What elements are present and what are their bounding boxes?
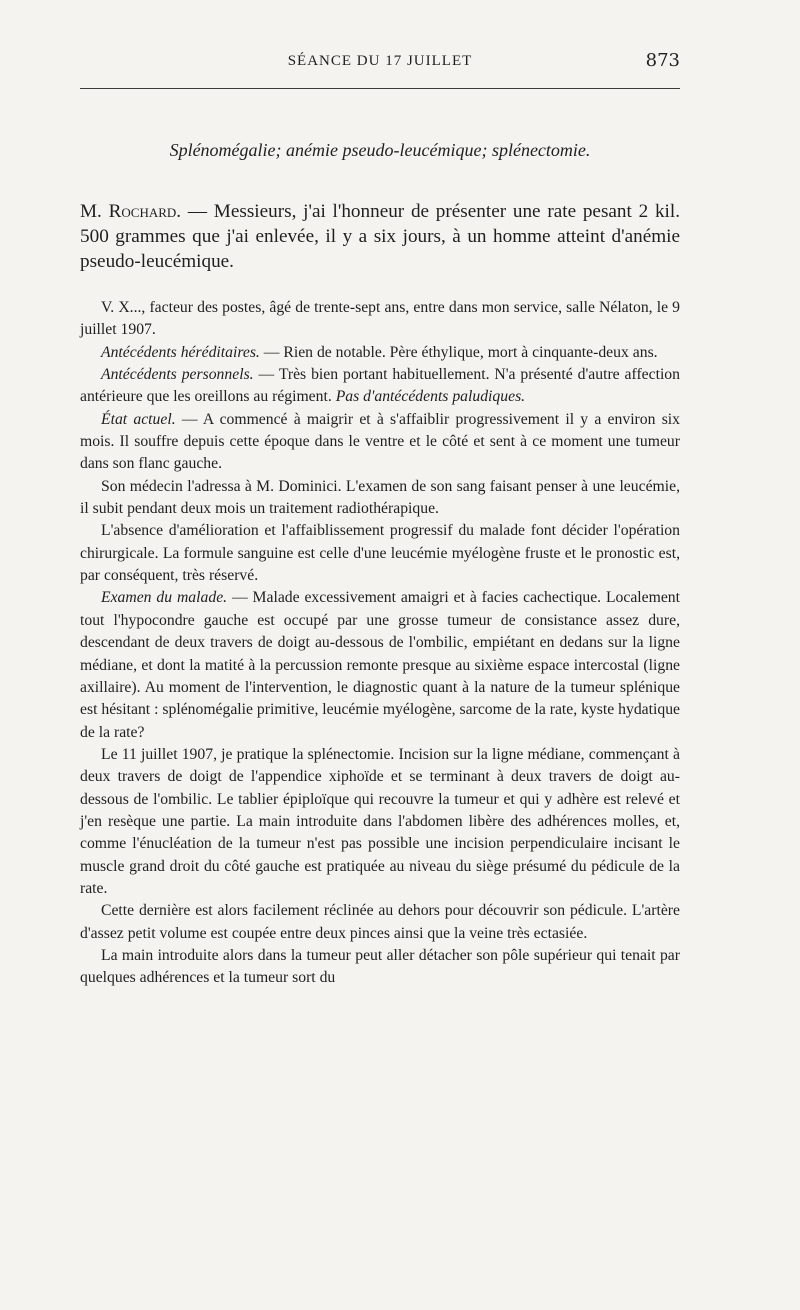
speaker-name: M. Rochard.: [80, 201, 182, 222]
paragraph-text: — A commencé à maigrir et à s'affaiblir progressivement il y a environ six mois. Il souffre depuis cette époque dans le ventre et le côté et sent à ce moment une tumeur dans son flanc gauche.: [80, 410, 680, 473]
case-report-body: [80, 297, 680, 990]
section-lead: État actuel.: [101, 410, 176, 428]
intro-text: — Messieurs, j'ai l'honneur de présenter une rate pesant 2 kil. 500 grammes que j'ai enlevée, il y a six jours, à un homme atteint d'anémie pseudo-leucémique.: [80, 201, 680, 272]
paragraph-text: V. X..., facteur des postes, âgé de trente-sept ans, entre dans mon service, salle Nélaton, le 9 juillet 1907.: [80, 299, 680, 339]
paragraph-operation: [80, 744, 680, 900]
paragraph-text: L'absence d'amélioration et l'affaiblissement progressif du malade font décider l'opération chirurgicale. La formule sanguine est celle d'une leucémie myélogène fruste et le pronostic est, par conséquent, très réservé.: [80, 522, 680, 585]
paragraph-text: Son médecin l'adressa à M. Dominici. L'examen de son sang faisant penser à une leucémie, il subit pendant deux mois un traitement radiothérapique.: [80, 477, 680, 518]
paragraph-patient: [80, 297, 680, 342]
paragraph-pedicle: [80, 900, 680, 945]
paragraph-examination: [80, 587, 680, 743]
header-rule: [80, 88, 680, 89]
running-title: SÉANCE DU 17 JUILLET: [287, 53, 473, 69]
paragraph-text: — Très bien portant habituellement. N'a présenté d'autre affection antérieure que les oreillons au régiment.: [80, 366, 680, 406]
paragraph-final: [80, 945, 680, 990]
article-title: Splénomégalie; anémie pseudo-leucémique; splénectomie.: [169, 140, 591, 160]
document-page: [80, 0, 680, 1310]
section-lead: Antécédents héréditaires.: [101, 343, 260, 361]
section-lead: Antécédents personnels.: [101, 366, 254, 384]
paragraph-personal: [80, 364, 680, 409]
paragraph-text: Cette dernière est alors facilement réclinée au dehors pour découvrir son pédicule. L'artère d'assez petit volume est coupée entre deux pinces ainsi que la veine très ectasiée.: [80, 902, 680, 942]
paragraph-text: Le 11 juillet 1907, je pratique la splénectomie. Incision sur la ligne médiane, commençant à deux travers de doigt de l'appendice xiphoïde et se terminant à deux travers de doigt au-dessous de l'ombilic. Le tablier épiploïque qui recouvre la tumeur et qui y adhère est relevé et j'en resèque une partie. La main introduite dans l'abdomen libère des adhérences molles, et, comme l'énucléation de la tumeur n'est pas possible une incision perpendiculaire incisant le muscle grand droit du côté gauche est pratiquée au niveau du siège présumé du pédicule de la rate.: [80, 745, 680, 897]
running-header: [80, 50, 680, 74]
paragraph-hereditary: [80, 342, 680, 364]
page-number: 873: [645, 50, 680, 71]
paragraph-decision: [80, 520, 680, 587]
paragraph-text: La main introduite alors dans la tumeur peut aller détacher son pôle supérieur qui tenait par quelques adhérences et la tumeur sort du: [80, 946, 680, 987]
intro-paragraph: [80, 199, 680, 274]
paragraph-text: — Rien de notable. Père éthylique, mort à cinquante-deux ans.: [259, 343, 658, 361]
paragraph-physician: [80, 476, 680, 521]
paragraph-italic-tail: Pas d'antécédents paludiques.: [335, 388, 526, 406]
section-lead: Examen du malade.: [101, 589, 228, 607]
paragraph-text: — Malade excessivement amaigri et à facies cachectique. Localement tout l'hypocondre gauche est occupé par une grosse tumeur de consistance assez dure, descendant de deux travers de doigt au-dessous de l'ombilic, empiétant en dedans sur la ligne médiane, et dont la matité à la percussion remonte presque au sixième espace intercostal (ligne axillaire). Au moment de l'intervention, le diagnostic quant à la nature de la tumeur splénique est hésitant : splénomégalie primitive, leucémie myélogène, sarcome de la rate, kyste hydatique de la rate?: [80, 589, 680, 741]
paragraph-current-state: [80, 409, 680, 476]
